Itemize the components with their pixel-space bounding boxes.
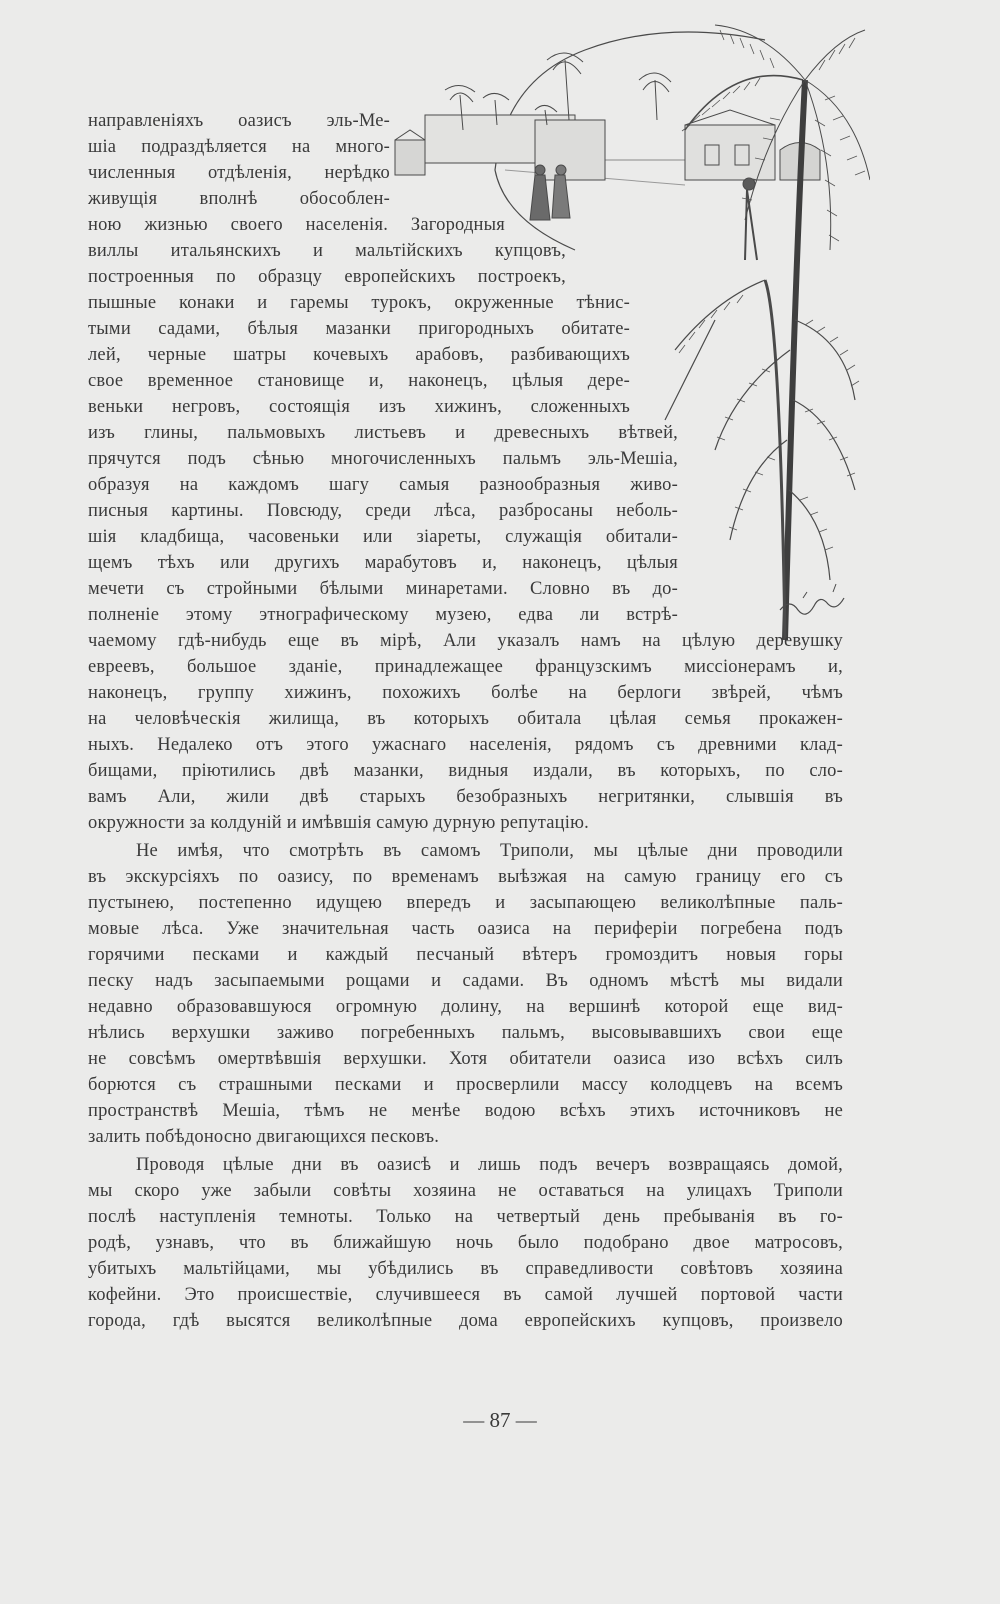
text-line: вамъ Али, жили двѣ старыхъ безобразныхъ негритянки, слывшія въ bbox=[88, 787, 843, 807]
text-line: пышные конаки и гаремы турокъ, окруженные тѣнис- bbox=[88, 293, 630, 313]
text-line: прячутся подъ сѣнью многочисленныхъ пальмъ эль-Мешіа, bbox=[88, 449, 678, 469]
text-line: шія кладбища, часовеньки или зіареты, служащія обитали- bbox=[88, 527, 678, 547]
text-line: залить побѣдоносно двигающихся песковъ. bbox=[88, 1127, 440, 1147]
text-line: щемъ тѣхъ или другихъ марабутовъ и, наконецъ, цѣлыя bbox=[88, 553, 678, 573]
text-line: писныя картины. Повсюду, среди лѣса, разбросаны неболь- bbox=[88, 501, 678, 521]
page-number: — 87 — bbox=[463, 1408, 537, 1432]
text-line: численныя отдѣленія, нерѣдко bbox=[88, 163, 390, 183]
text-line: не совсѣмъ омертвѣвшія верхушки. Хотя обитатели оазиса изо всѣхъ силъ bbox=[88, 1049, 843, 1069]
text-line: въ экскурсіяхъ по оазису, по временамъ выѣзжая на самую границу его съ bbox=[88, 867, 843, 887]
text-line: мы скоро уже забыли совѣты хозяина не оставаться на улицахъ Триполи bbox=[88, 1181, 843, 1201]
text-line: нѣлись верхушки заживо погребенныхъ пальмъ, высовывавшихъ свои еще bbox=[88, 1023, 843, 1043]
text-line: шіа подраздѣляется на много- bbox=[88, 137, 390, 157]
text-line: направленіяхъ оазисъ эль-Ме- bbox=[88, 111, 390, 131]
text-line: тыми садами, бѣлыя мазанки пригородныхъ обитате- bbox=[88, 319, 630, 339]
text-line: полненіе этому этнографическому музею, едва ли встрѣ- bbox=[88, 605, 678, 625]
text-line: Проводя цѣлые дни въ оазисѣ и лишь подъ вечеръ возвращаясь домой, bbox=[136, 1155, 843, 1175]
text-line: чаемому гдѣ-нибудь еще въ мірѣ, Али указалъ намъ на цѣлую деревушку bbox=[88, 631, 843, 651]
text-line: Не имѣя, что смотрѣть въ самомъ Триполи, мы цѣлые дни проводили bbox=[136, 841, 843, 861]
text-line: борются съ страшными песками и просверлили массу колодцевъ на всемъ bbox=[88, 1075, 843, 1095]
text-line: лей, черные шатры кочевыхъ арабовъ, разбивающихъ bbox=[88, 345, 630, 365]
text-line: мовые лѣса. Уже значительная часть оазиса на периферіи погребена подъ bbox=[88, 919, 843, 939]
text-line: мечети съ стройными бѣлыми минаретами. Словно въ до- bbox=[88, 579, 678, 599]
text-line: недавно образовавшуюся огромную долину, на вершинѣ которой еще вид- bbox=[88, 997, 843, 1017]
text-line: пустынею, постепенно идущею впередъ и засыпающею великолѣпные паль- bbox=[88, 893, 843, 913]
text-line: живущія вполнѣ обособлен- bbox=[88, 189, 390, 209]
text-line: построенныя по образцу европейскихъ построекъ, bbox=[88, 267, 566, 287]
text-line: горячими песками и каждый песчаный вѣтеръ громоздитъ новыя горы bbox=[88, 945, 843, 965]
text-line: ныхъ. Недалеко отъ этого ужаснаго населенія, рядомъ съ древними клад- bbox=[88, 735, 843, 755]
text-line: изъ глины, пальмовыхъ листьевъ и древесныхъ вѣтвей, bbox=[88, 423, 678, 443]
text-line: виллы итальянскихъ и мальтійскихъ купцовъ, bbox=[88, 241, 566, 261]
text-line: свое временное становище и, наконецъ, цѣлыя дере- bbox=[88, 371, 630, 391]
text-line: на человѣческія жилища, въ которыхъ обитала цѣлая семья прокажен- bbox=[88, 709, 843, 729]
text-line: песку надъ засыпаемыми рощами и садами. Въ одномъ мѣстѣ мы видали bbox=[88, 971, 843, 991]
text-line: окружности за колдуній и имѣвшія самую дурную репутацію. bbox=[88, 813, 589, 833]
text-line: пространствѣ Мешіа, тѣмъ не менѣе водою всѣхъ этихъ источниковъ не bbox=[88, 1101, 843, 1121]
text-line: кофейни. Это происшествіе, случившееся въ самой лучшей портовой части bbox=[88, 1285, 843, 1305]
text-line: послѣ наступленія темноты. Только на четвертый день пребыванія въ го- bbox=[88, 1207, 843, 1227]
text-line: родѣ, узнавъ, что въ ближайшую ночь было подобрано двое матросовъ, bbox=[88, 1233, 843, 1253]
text-line: евреевъ, большое зданіе, принадлежащее французскимъ миссіонерамъ и, bbox=[88, 657, 843, 677]
text-line: бищами, пріютились двѣ мазанки, видныя издали, въ которыхъ, по сло- bbox=[88, 761, 843, 781]
text-line: образуя на каждомъ шагу самыя разнообразныя живо- bbox=[88, 475, 678, 495]
text-line: наконецъ, группу хижинъ, похожихъ болѣе на берлоги звѣрей, чѣмъ bbox=[88, 683, 843, 703]
text-line: убитыхъ мальтійцами, мы убѣдились въ справедливости совѣтовъ хозяина bbox=[88, 1259, 843, 1279]
text-line: ною жизнью своего населенія. Загородныя bbox=[88, 215, 505, 235]
text-line: веньки негровъ, состоящія изъ хижинъ, сложенныхъ bbox=[88, 397, 630, 417]
text-line: города, гдѣ высятся великолѣпные дома европейскихъ купцовъ, произвело bbox=[88, 1311, 843, 1331]
